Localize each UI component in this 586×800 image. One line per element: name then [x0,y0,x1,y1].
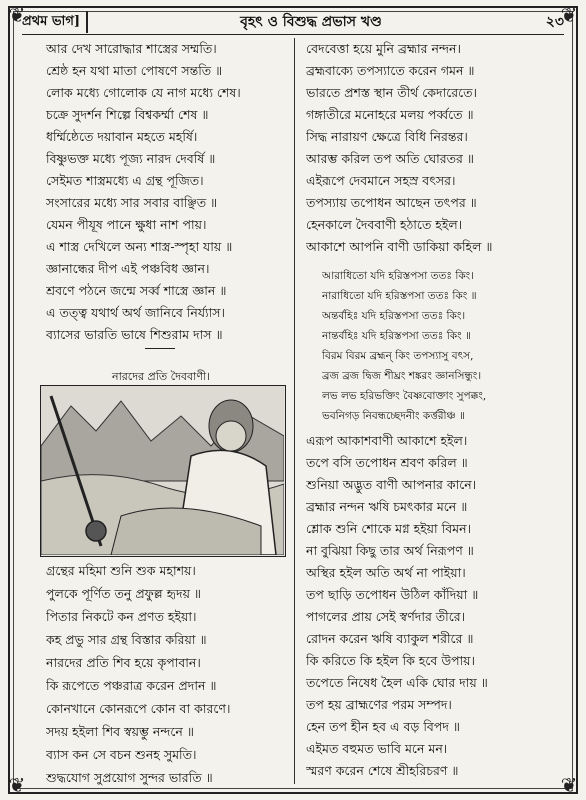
verse-line: তপ হয় ব্রাহ্মণের পরম সম্পদ। [306,697,452,712]
verse-line: কি করিতে কি হইল কি হবে উপায়। [306,653,476,668]
verse-line: গ্রন্থের মহিমা শুনি শুক মহাশয়। [46,563,196,578]
ornament-corner-icon: ❦ [8,3,26,27]
verse-line: শুনিয়া অদ্ভুত বাণী আপনার কানে। [306,477,477,492]
verse-line: শুদ্ধযোগ সুপ্রয়োগ সুন্দর ভারতি ॥ [46,770,213,785]
sanskrit-verse-line: নান্তর্বহিঃ যদি হরিস্তপসা ততঃ কিং ॥ [322,330,471,342]
verse-line: হেন তপ হীন হব এ বড় বিপদ ॥ [306,719,460,734]
verse-line: এ শাস্ত্র দেখিলে অন্য শাস্ত্র-স্পৃহা যায় ॥ [46,239,233,254]
part-label: প্রথম ভাগ] [22,11,88,33]
ornament-corner-icon: ❦ [560,3,578,27]
verse-line: কহ প্রভু সার গ্রন্থ বিস্তার করিয়া ॥ [46,632,207,647]
verse-line: সিদ্ধ নারায়ণ ক্ষেত্রে বিধি নিরন্তর। [306,129,468,144]
verse-line: গঙ্গাতীরে মনোহরে মলয় পর্ব্বতে ॥ [306,107,474,122]
verse-line: সেইমত শাস্ত্রমধ্যে এ গ্রন্থ পূজিত। [46,173,204,188]
verse-line: আরম্ভ করিল তপ অতি ঘোরতর ॥ [306,151,474,166]
verse-line: স্মরণ করেন শেষে শ্রীহরিচরণ ॥ [306,763,459,778]
verse-line: লোক মধ্যে গোলোক যে নাগ মধ্যে শেষ। [46,85,241,100]
book-title: বৃহৎ ও বিশুদ্ধ প্রভাস খণ্ড [240,14,382,30]
sanskrit-verse-line: আরাধিতো যদি হরিস্তপসা ততঃ কিং। [322,270,474,282]
verse-line: তপস্যায় তপোধন আছেন তৎপর ॥ [306,195,477,210]
verse-line: শ্রবণে পঠনে জন্মে সর্ব্ব শাস্ত্রে জ্ঞান ॥ [46,283,227,298]
verse-line: ধর্ম্মিষ্ঠেতে দয়াবান মহতে মহর্ষি। [46,129,198,144]
sanskrit-verse-line: অন্তর্বহিঃ যদি হরিস্তপসা ততঃ কিং। [322,310,466,322]
sanskrit-verse-line: নারাধিতো যদি হরিস্তপসা ততঃ কিং ॥ [322,290,477,302]
verse-line: পিতার নিকটে কন প্রণত হইয়া। [46,609,197,624]
sanskrit-verse-line: বিরম বিরম ব্রহ্মন্ কিং তপস্যাসু বৎস, [322,350,474,362]
verse-line: তপেতে নিষেধ হৈল একি ঘোর দায় ॥ [306,675,488,690]
verse-line: আকাশে আপনি বাণী ডাকিয়া কহিল ॥ [306,239,493,254]
verse-line: তপে বসি তপোধন শ্রবণ করিল ॥ [306,455,468,470]
verse-line: শ্রেষ্ঠ হন যথা মাতা পোষণে সন্ততি ॥ [46,63,223,78]
page-number: ২৩ [545,14,564,30]
verse-line: কোনখানে কোনরূপে কোন বা কারণে। [46,701,231,716]
sanskrit-verse-line: লভ লভ হরিভক্তিং বৈষ্ণবোক্তাং সুপক্কং, [322,390,487,402]
sanskrit-verse-line: ভবনিগড় নিবন্ধচ্ছেদনীং কর্ত্তরীঞ্চ ॥ [322,410,465,422]
ornament-corner-icon: ❦ [8,773,26,797]
verse-line: চক্রে সুদর্শন শিল্পে বিশ্বকর্ম্মা শেষ ॥ [46,107,209,122]
column-divider [294,38,295,784]
figure-caption: নারদের প্রতি দৈববাণী। [112,370,211,383]
verse-line: বিষ্ণুভক্ত মধ্যে পূজ্য নারদ দেবর্ষি ॥ [46,151,216,166]
verse-line: এইমত বহুমত ভাবি মনে মন। [306,741,448,756]
ornament-corner-icon: ❦ [560,773,578,797]
verse-line: হেনকালে দৈববাণী হঠাতে হইল। [306,217,463,232]
verse-line: ব্যাসের ভারতি ভাষে শিশুরাম দাস ॥ [46,327,223,342]
verse-line: কি রূপেতে পঞ্চরাত্র করেন প্রদান ॥ [46,678,217,693]
verse-line: রোদন করেন ঋষি ব্যাকুল শরীরে ॥ [306,631,474,646]
sanskrit-verse-line: ব্রজ ব্রজ দ্বিজ শীঘ্রং শঙ্করং জ্ঞানসিন্ধুং। [322,370,482,382]
verse-line: পাগলের প্রায় সেই স্বর্ণদার তীরে। [306,609,466,624]
verse-line: আর দেখ সারোদ্ধার শাস্ত্রের সম্মতি। [46,41,217,56]
verse-line: ব্রহ্মার নন্দন ঋষি চমৎকার মনে ॥ [306,499,468,514]
verse-line: অস্থির হইল অতি অর্থ না পাইয়া। [306,565,466,580]
verse-line: ব্রহ্মবাক্যে তপস্যাতে করেন গমন ॥ [306,63,475,78]
verse-line: সদয় হইলা শিব স্বয়ম্ভু নন্দনে ॥ [46,724,194,739]
page-header [22,10,564,35]
section-rule [145,348,175,349]
verse-line: বেদবেত্তা হয়ে মুনি ব্রহ্মার নন্দন। [306,41,461,56]
verse-line: শ্লোক শুনি শোকে মগ্ন হইয়া বিমন। [306,521,472,536]
verse-line: এরূপ আকাশবাণী আকাশে হইল। [306,433,468,448]
verse-line: তপ ছাড়ি তপোধন উঠিল কাঁদিয়া ॥ [306,587,479,602]
verse-line: এইরূপে দেবমানে সহস্র বৎসর। [306,173,456,188]
verse-line: জ্ঞানান্ধের দীপ এই পঞ্চবিধ জ্ঞান। [46,261,210,276]
verse-line: সংসারের মধ্যে সার সবার বাঞ্ছিত ॥ [46,195,218,210]
verse-line: ভারতে প্রশস্ত স্থান তীর্থ কেদারেতে। [306,85,478,100]
verse-line: ব্যাস কন সে বচন শুনহ সুমতি। [46,747,197,762]
verse-line: এ তত্ত্ব যথার্থ অর্থ জানিবে নির্য্যাস। [46,305,226,320]
verse-line: পুলকে পূর্ণিত তনু প্রফুল্ল হৃদয় ॥ [46,586,201,601]
verse-line: নারদের প্রতি শিব হয়ে কৃপাবান। [46,655,201,670]
verse-line: যেমন পীযূষ পানে ক্ষুধা নাশ পায়। [46,217,207,232]
verse-line: না বুঝিয়া কিছু তার অর্থ নিরূপণ ॥ [306,543,474,558]
illustration-narada [40,385,286,557]
